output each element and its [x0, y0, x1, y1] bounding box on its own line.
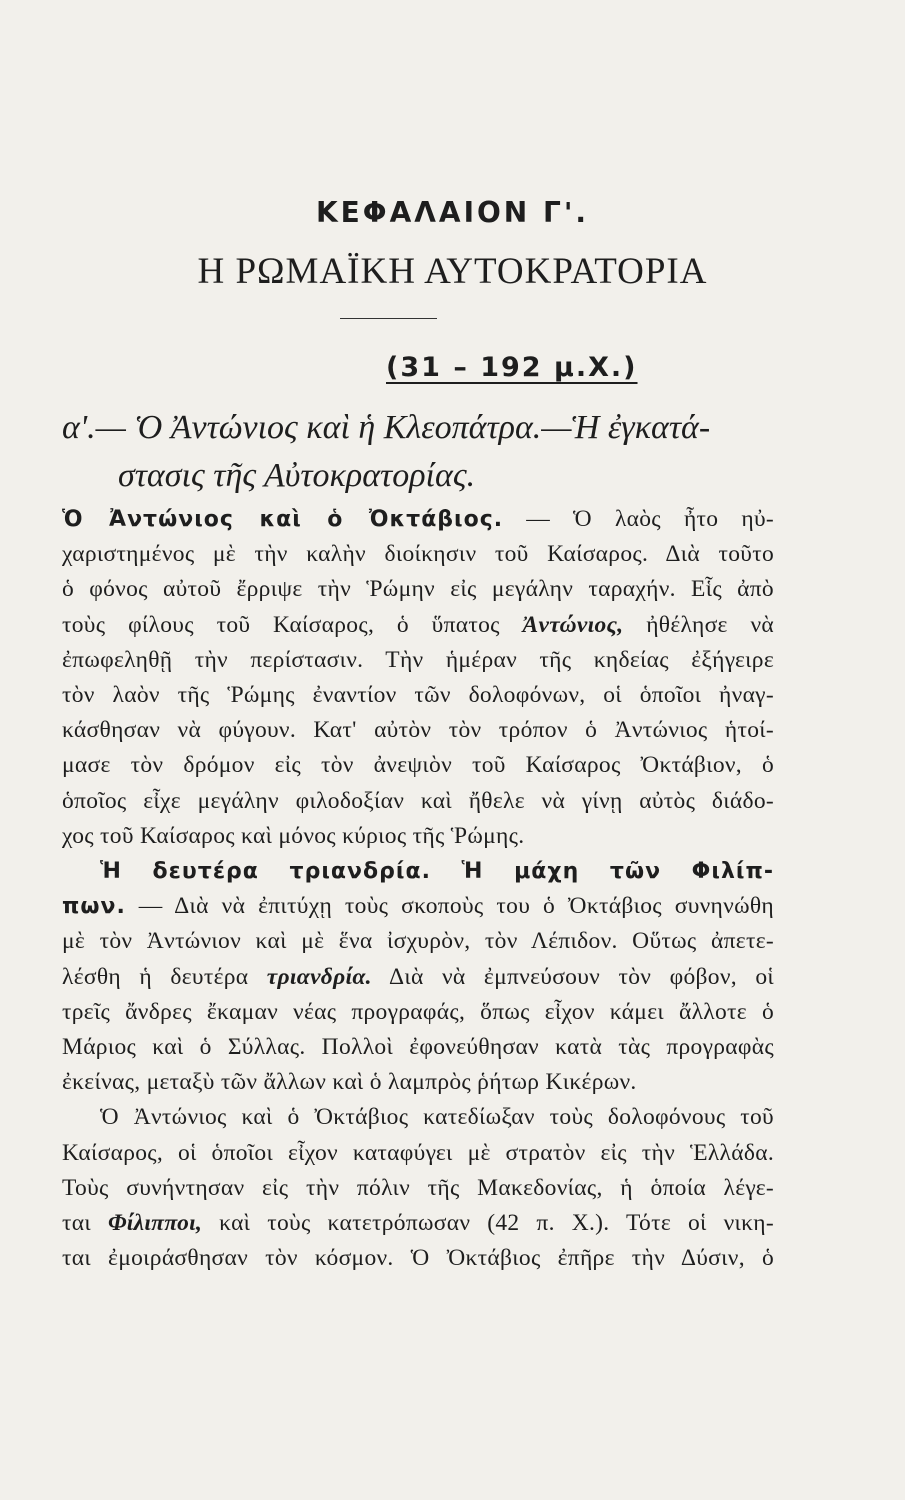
- paragraph-1-line-4: τοὺς φίλους τοῦ Καίσαρος, ὁ ὕπατος Ἀντώνιος, ἠθέλησε νὰ: [62, 611, 774, 638]
- paragraph-1-line-7: κάσθησαν νὰ φύγουν. Κατ' αὐτὸν τὸν τρόπον ὁ Ἀντώνιος ἡτοί-: [62, 717, 774, 744]
- paragraph-1-line-1: Ὁ Ἀντώνιος καὶ ὁ Ὀκτάβιος. — Ὁ λαὸς ἦτο ηὐ-: [62, 506, 775, 532]
- paragraph-1-line-10: χος τοῦ Καίσαρος καὶ μόνος κύριος τῆς Ῥώμης.: [62, 822, 525, 849]
- paragraph-1-line-2: χαριστημένος μὲ τὴν καλὴν διοίκησιν τοῦ Καίσαρος. Διὰ τοῦτο: [62, 541, 774, 568]
- paragraph-1-line-3: ὁ φόνος αὐτοῦ ἔρριψε τὴν Ῥώμην εἰς μεγάλην ταραχήν. Εἷς ἀπὸ: [62, 576, 774, 603]
- paragraph-1-line-5: ἐπωφεληθῇ τὴν περίστασιν. Τὴν ἡμέραν τῆς κηδείας ἐξήγειρε: [62, 646, 774, 673]
- chapter-label: ΚΕΦΑΛΑΙΟΝ Γ'.: [315, 196, 590, 229]
- title-divider: [340, 318, 437, 319]
- section-heading: [62, 404, 782, 500]
- paragraph-3-line-3: Τοὺς συνήντησαν εἰς τὴν πόλιν τῆς Μακεδονίας, ἡ ὁποία λέγε-: [62, 1174, 774, 1201]
- paragraph-2-line-4: λέσθη ἡ δευτέρα τριανδρία. Διὰ νὰ ἐμπνεύσουν τὸν φόβον, οἱ: [62, 963, 774, 990]
- emphasis-triandria: τριανδρία.: [266, 963, 372, 990]
- paragraph-1-line-8: μασε τὸν δρόμον εἰς τὸν ἀνεψιὸν τοῦ Καίσαρος Ὀκτάβιον, ὁ: [62, 752, 774, 779]
- paragraph-2-line-5: τρεῖς ἄνδρες ἔκαμαν νέας προγραφάς, ὅπως εἶχον κάμει ἄλλοτε ὁ: [62, 998, 774, 1025]
- emphasis-antonios: Ἀντώνιος,: [522, 611, 624, 638]
- paragraph-3-line-1: Ὁ Ἀντώνιος καὶ ὁ Ὀκτάβιος κατεδίωξαν τοὺς δολοφόνους τοῦ: [100, 1104, 774, 1131]
- paragraph-1-line-9: ὁποῖος εἶχε μεγάλην φιλοδοξίαν καὶ ἤθελε νὰ γίνῃ αὐτὸς διάδο-: [62, 787, 774, 814]
- paragraph-2-line-6: Μάριος καὶ ὁ Σύλλας. Πολλοὶ ἐφονεύθησαν κατὰ τὰς προγραφὰς: [62, 1034, 774, 1061]
- paragraph-2-heading-cont: πων.: [62, 894, 126, 920]
- section-heading-line-2: στασις τῆς Αὐτοκρατορίας.: [118, 457, 476, 494]
- paragraph-2-line-1: [62, 854, 774, 889]
- paragraph-1-heading: Ὁ Ἀντώνιος καὶ ὁ Ὀκτάβιος.: [62, 507, 504, 532]
- paragraph-1-line-6: τὸν λαὸν τῆς Ῥώμης ἐναντίον τῶν δολοφόνων, οἱ ὁποῖοι ἠναγ-: [62, 682, 774, 709]
- section-heading-line-1: α'.— Ὁ Ἀντώνιος καὶ ἡ Κλεοπάτρα.—Ἡ ἐγκατά-: [62, 409, 711, 446]
- paragraph-2-line-3: μὲ τὸν Ἀντώνιον καὶ μὲ ἕνα ἰσχυρὸν, τὸν Λέπιδον. Οὕτως ἀπετε-: [62, 928, 774, 955]
- emphasis-filippoi: Φίλιπποι,: [107, 1210, 203, 1237]
- date-range: (31 – 192 μ.Χ.): [386, 352, 638, 383]
- chapter-title: Η ΡΩΜΑΪΚΗ ΑΥΤΟΚΡΑΤΟΡΙΑ: [197, 251, 708, 292]
- paragraph-3-line-5: ται ἐμοιράσθησαν τὸν κόσμον. Ὁ Ὀκτάβιος ἐπῆρε τὴν Δύσιν, ὁ: [62, 1245, 774, 1272]
- paragraph-2-line-2: πων. — Διὰ νὰ ἐπιτύχῃ τοὺς σκοποὺς του ὁ Ὀκτάβιος συνηνώθη: [62, 893, 774, 920]
- paragraph-3-line-2: Καίσαρος, οἱ ὁποῖοι εἶχον καταφύγει μὲ στρατὸν εἰς τὴν Ἑλλάδα.: [62, 1139, 774, 1166]
- paragraph-2-line-7: ἐκείνας, μεταξὺ τῶν ἄλλων καὶ ὁ λαμπρὸς ῥήτωρ Κικέρων.: [62, 1069, 637, 1096]
- paragraph-3-line-4: ται Φίλιπποι, καὶ τοὺς κατετρόπωσαν (42 π. Χ.). Τότε οἱ νικη-: [62, 1210, 775, 1237]
- paragraph-2-heading: Ἡ δευτέρα τριανδρία. Ἡ μάχη τῶν Φιλίπ-: [100, 859, 774, 885]
- body-text: [62, 502, 774, 1276]
